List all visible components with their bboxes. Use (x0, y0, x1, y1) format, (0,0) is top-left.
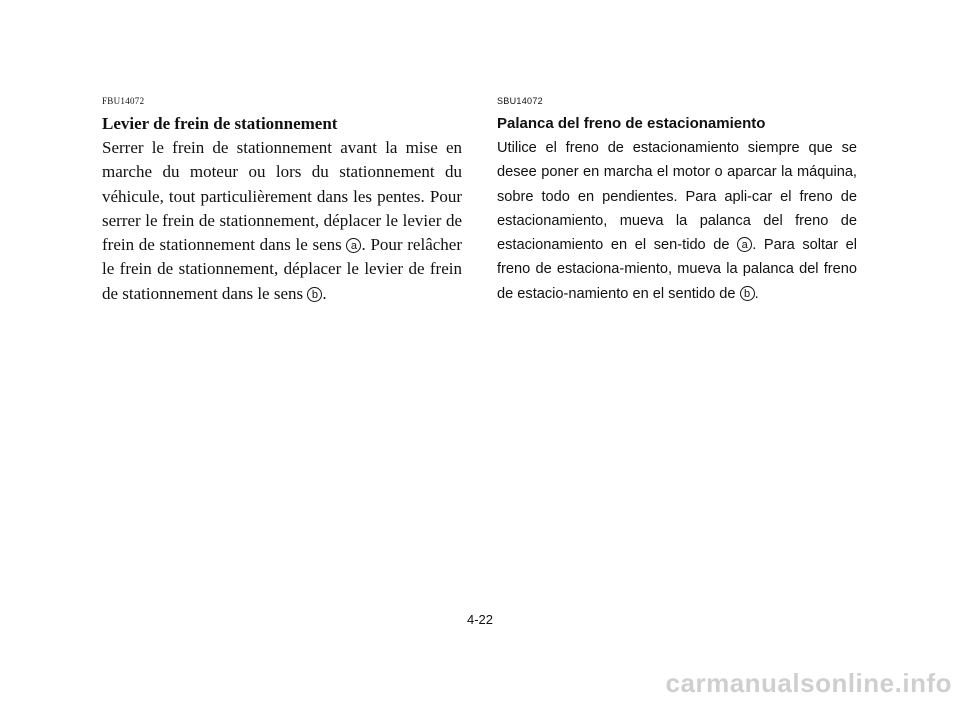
french-section (102, 96, 462, 306)
marker-a: a (737, 237, 752, 252)
body-text-part-3: . (322, 283, 327, 303)
spanish-section (497, 96, 857, 306)
body-text-part-1: Serrer le frein de stationnement avant la mise en marche du moteur ou lors du stationnement du véhicule, tout particulièrement dans les pentes. Pour serrer le frein de stationnement, déplacer le levier de frein de stationnement dans le sens (102, 138, 462, 255)
marker-a: a (346, 238, 361, 253)
section-body (102, 136, 462, 306)
body-text-part-2: . Para soltar el freno de estaciona-miento, mueva la palanca del freno de estacio-namiento en el sentido de (497, 237, 858, 302)
body-text-part-1: Utilice el freno de estacionamiento siempre que se desee poner en marcha el motor o aparcar la máquina, sobre todo en pendientes. Para apli-car el freno de estacionamiento, mueva la palanca del freno de estacionamiento en el sen-tido de (497, 140, 857, 254)
section-body (497, 136, 857, 306)
body-text-part-3: . (754, 285, 759, 302)
marker-b: b (740, 286, 755, 301)
watermark[interactable]: carmanualsonline.info (665, 668, 952, 698)
section-heading: Levier de frein de stationnement (102, 114, 338, 133)
marker-b: b (307, 287, 322, 302)
section-code: FBU14072 (102, 96, 145, 106)
page-number: 4-22 (466, 612, 494, 627)
section-code: SBU14072 (497, 96, 543, 106)
body-text-part-2: . Pour relâcher le frein de stationnement, déplacer le levier de frein de stationnement dans le sens (102, 235, 462, 303)
section-heading: Palanca del freno de estacionamiento (497, 115, 766, 132)
